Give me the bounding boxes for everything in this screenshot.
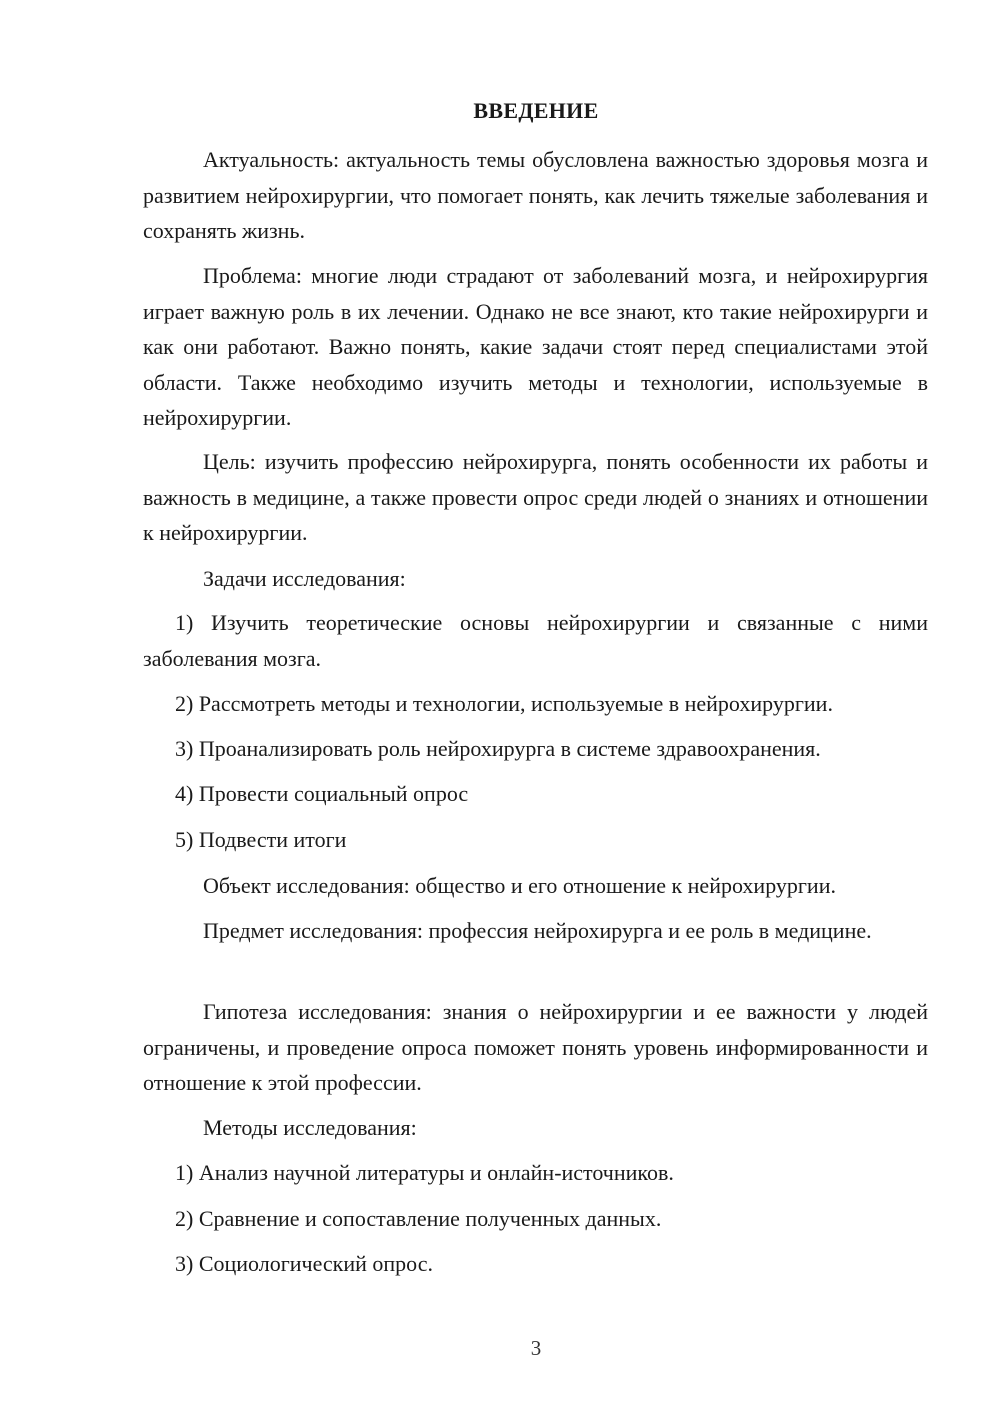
task-item-3: 3) Проанализировать роль нейрохирурга в системе здравоохранения. [175, 736, 821, 761]
relevance-paragraph: Актуальность: актуальность темы обусловлена важностью здоровья мозга и развитием нейрохирургии, что помогает понять, как лечить тяжелые заболевания и сохранять жизнь. [143, 147, 928, 243]
task-item-1: 1) Изучить теоретические основы нейрохирургии и связанные с ними заболевания мозга. [143, 610, 928, 671]
hypothesis-paragraph: Гипотеза исследования: знания о нейрохирургии и ее важности у людей ограничены, и проведение опроса поможет понять уровень информированности и отношение к этой профессии. [143, 999, 928, 1095]
method-item-2: 2) Сравнение и сопоставление полученных данных. [175, 1206, 662, 1231]
task-item-5: 5) Подвести итоги [175, 827, 347, 852]
methods-heading: Методы исследования: [203, 1115, 417, 1140]
tasks-heading: Задачи исследования: [203, 566, 406, 591]
task-item-2: 2) Рассмотреть методы и технологии, используемые в нейрохирургии. [175, 691, 833, 716]
problem-paragraph: Проблема: многие люди страдают от заболеваний мозга, и нейрохирургия играет важную роль в их лечении. Однако не все знают, кто такие нейрохирурги и как они работают. Важно понять, какие задачи стоят перед специалистами этой области. Также необходимо изучить методы и технологии, используемые в нейрохирургии. [143, 263, 928, 430]
section-heading: ВВЕДЕНИЕ [473, 98, 599, 123]
method-item-3: 3) Социологический опрос. [175, 1251, 433, 1276]
subject-paragraph: Предмет исследования: профессия нейрохирурга и ее роль в медицине. [203, 918, 872, 943]
goal-paragraph: Цель: изучить профессию нейрохирурга, понять особенности их работы и важность в медицине, а также провести опрос среди людей о знаниях и отношении к нейрохирургии. [143, 449, 928, 545]
method-item-1: 1) Анализ научной литературы и онлайн-источников. [175, 1160, 674, 1185]
object-paragraph: Объект исследования: общество и его отношение к нейрохирургии. [203, 873, 836, 898]
task-item-4: 4) Провести социальный опрос [175, 781, 469, 806]
page-number: 3 [530, 1336, 542, 1360]
